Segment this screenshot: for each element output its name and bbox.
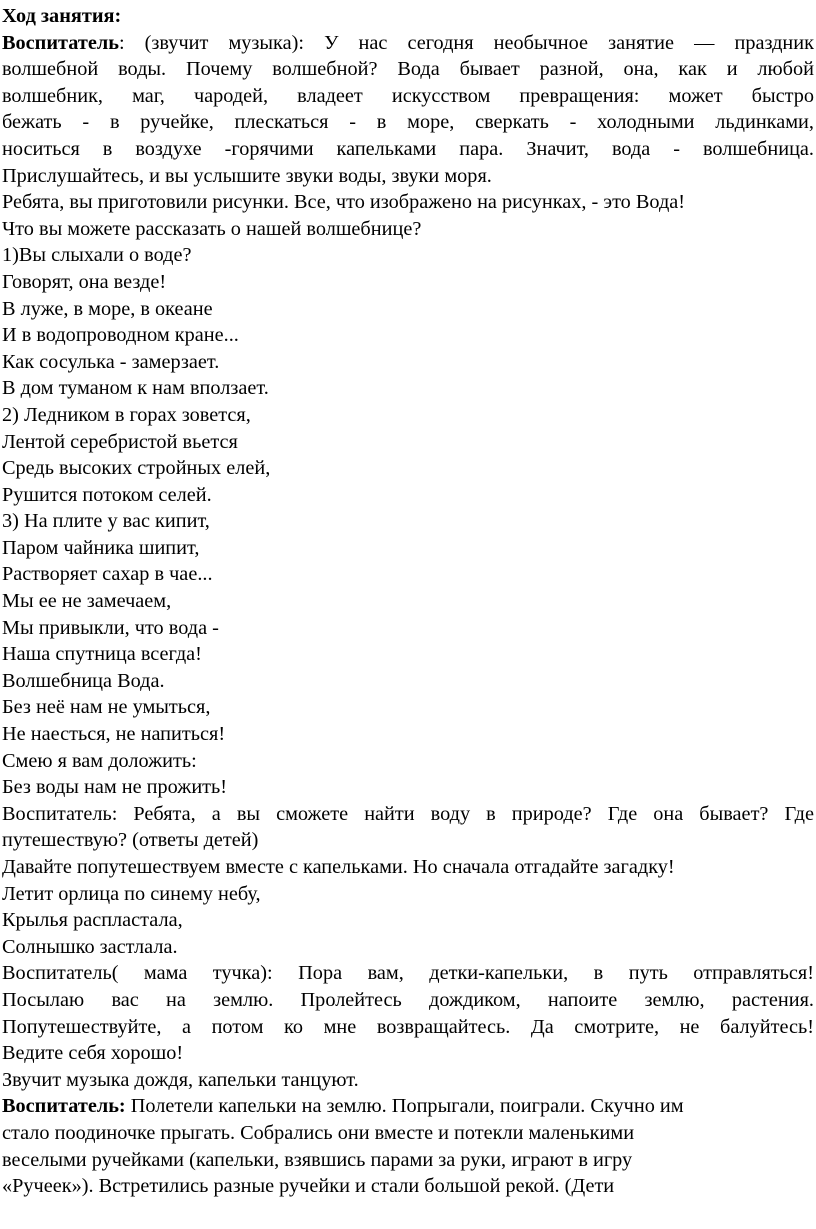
poem-line: Паром чайника шипит,	[2, 536, 200, 559]
mama-cloud-line: Ведите себя хорошо!	[2, 1042, 184, 1065]
speaker-label: Воспитатель:	[2, 1095, 126, 1118]
intro-line	[2, 30, 814, 57]
poem-line: 2) Ледником в горах зовется,	[2, 403, 251, 426]
poem-line: Говорят, она везде!	[2, 270, 167, 293]
final-line: «Ручеек»). Встретились разные ручейки и стали большой рекой. (Дети	[2, 1175, 615, 1198]
question-line: путешествую? (ответы детей)	[2, 829, 259, 852]
poem-line: И в водопроводном кране...	[2, 324, 239, 347]
final-line: веселыми ручейками (капельки, взявшись парами за руки, играют в игру	[2, 1148, 633, 1171]
intro-line: носиться в воздухе -горячими капельками пара. Значит, вода - волшебница.	[2, 137, 814, 160]
poem-line: В дом туманом к нам вползает.	[2, 377, 269, 400]
drawings-line: Ребята, вы приготовили рисунки. Все, что изображено на рисунках, - это Вода!	[2, 191, 686, 214]
final-line: стало поодиночке прыгать. Собрались они вместе и потекли маленькими	[2, 1121, 635, 1144]
intro-line: бежать - в ручейке, плескаться - в море, сверкать - холодными льдинками,	[2, 111, 814, 134]
poem-line: Волшебница Вода.	[2, 669, 165, 692]
intro-line: волшебной воды. Почему волшебной? Вода бывает разной, она, как и любой	[2, 58, 814, 81]
poem	[2, 242, 814, 800]
lesson-heading: Ход занятия:	[2, 5, 122, 27]
document-page	[2, 3, 814, 1200]
poem-line: Лентой серебристой вьется	[2, 430, 238, 453]
intro-line: волшебник, маг, чародей, владеет искусством превращения: может быстро	[2, 84, 814, 107]
riddle-line: Летит орлица по синему небу,	[2, 882, 261, 905]
poem-line: Без неё нам не умыться,	[2, 696, 211, 719]
drawings-line: Что вы можете рассказать о нашей волшебнице?	[2, 217, 422, 240]
poem-line: Наша спутница всегда!	[2, 643, 202, 666]
poem-line: Не наесться, не напиться!	[2, 723, 226, 746]
mama-cloud-line: Воспитатель( мама тучка): Пора вам, детки-капельки, в путь отправляться!	[2, 962, 814, 985]
riddle-intro: Давайте попутешествуем вместе с капельками. Но сначала отгадайте загадку!	[2, 856, 675, 878]
poem-line: Мы ее не замечаем,	[2, 590, 172, 613]
mama-cloud-line: Посылаю вас на землю. Пролейтесь дождиком, напоите землю, растения.	[2, 988, 814, 1011]
mama-cloud-line: Попутешествуйте, а потом ко мне возвращайтесь. Да смотрите, не балуйтесь!	[2, 1015, 814, 1038]
riddle-line: Солнышко застлала.	[2, 935, 178, 958]
poem-line: В луже, в море, в океане	[2, 297, 213, 320]
intro-line: Прислушайтесь, и вы услышите звуки воды, звуки моря.	[2, 164, 492, 187]
poem-line: Мы привыкли, что вода -	[2, 616, 219, 639]
question-line: Воспитатель: Ребята, а вы сможете найти воду в природе? Где она бывает? Где	[2, 802, 814, 825]
poem-line: 3) На плите у вас кипит,	[2, 510, 210, 533]
poem-line: 1)Вы слыхали о воде?	[2, 244, 192, 267]
poem-line: Рушится потоком селей.	[2, 483, 212, 506]
poem-line: Смею я вам доложить:	[2, 749, 197, 772]
music-note: Звучит музыка дождя, капельки танцуют.	[2, 1068, 359, 1091]
poem-line: Средь высоких стройных елей,	[2, 457, 271, 480]
poem-line: Растворяет сахар в чае...	[2, 563, 213, 586]
poem-line: Без воды нам не прожить!	[2, 776, 228, 799]
poem-line: Как сосулька - замерзает.	[2, 350, 220, 373]
riddle-line: Крылья распластала,	[2, 909, 183, 932]
intro-text: : (звучит музыка): У нас сегодня необычное занятие — праздник	[118, 31, 814, 54]
speaker-label: Воспитатель	[2, 31, 119, 54]
final-text: Полетели капельки на землю. Попрыгали, поиграли. Скучно им	[125, 1095, 684, 1118]
final-line	[2, 1093, 814, 1120]
